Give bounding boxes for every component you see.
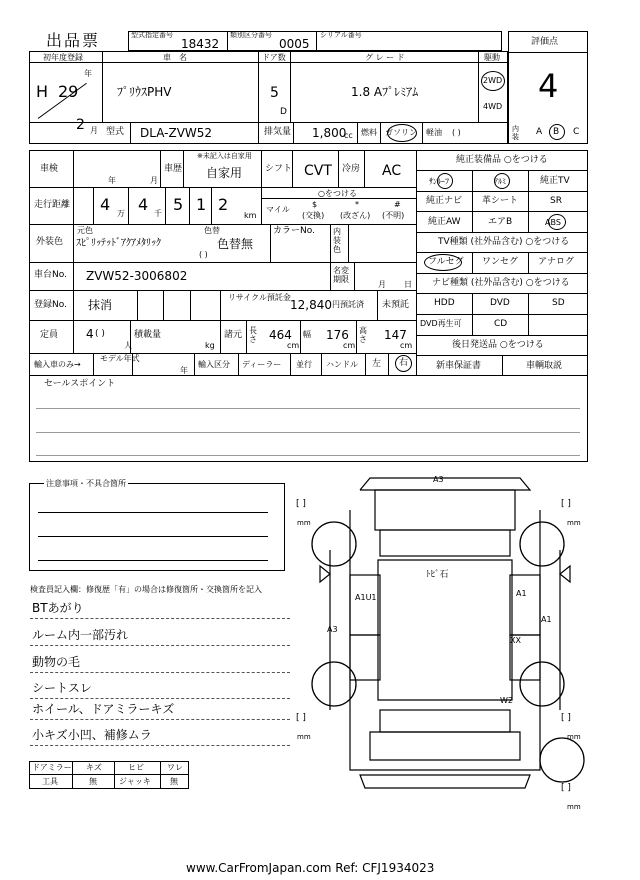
load-label: 積載量 — [134, 330, 162, 340]
equip-tv: 純正TV — [540, 176, 570, 186]
name-change-day: 日 — [404, 280, 412, 289]
footer-watermark: www.CarFromJapan.com Ref: CFJ1934023 — [186, 861, 435, 875]
category-label: 類別区分番号 — [230, 31, 272, 39]
mileage-digit-2: 4 — [138, 195, 149, 214]
name-change-month: 月 — [378, 280, 386, 289]
right-front-door — [510, 575, 540, 635]
repaint-label: 色替 — [204, 226, 220, 235]
mileage-option-mile: マイル — [266, 205, 290, 214]
import-type-dealer: ディーラー — [242, 360, 282, 369]
width-unit: cm — [343, 341, 356, 350]
caution-label: 注意事項・不具合箇所 — [46, 479, 126, 488]
diagram-label-a1-right: A1 — [516, 589, 527, 598]
mileage-digit-1: 4 — [100, 195, 111, 214]
docs-manual: 車輌取説 — [526, 361, 563, 371]
front-left-wheel — [312, 522, 356, 566]
shift-label: シフト — [265, 164, 293, 174]
inspection-month-unit: 月 — [150, 176, 158, 185]
caution-box — [29, 483, 285, 571]
dims-label: 諸元 — [224, 330, 243, 340]
tv-oneseg: ワンセグ — [482, 257, 519, 267]
score-label: 評価点 — [531, 37, 559, 47]
reg-month: 2 — [76, 117, 85, 133]
month-unit: 月 — [90, 126, 98, 135]
handle-right: 右 — [399, 358, 409, 368]
legend-scratch: キズ — [86, 763, 102, 772]
displacement: 1,800 — [312, 126, 347, 140]
mileage-option-tamper: (改ざん) — [340, 211, 371, 220]
height-label: 高さ — [359, 326, 367, 344]
legend-tools: 工具 — [42, 777, 58, 786]
first-reg-label: 初年度登録 — [43, 53, 83, 62]
tire-unit-fl: mm — [297, 519, 311, 527]
note-line-2: ルーム内一部汚れ — [32, 628, 129, 642]
color-label: 外装色 — [36, 237, 64, 247]
drive-label: 駆動 — [484, 53, 500, 62]
exterior-color: ｽﾋﾟﾘｯﾃｯﾄﾞｱｸｱﾒﾀﾘｯｸ — [76, 238, 161, 249]
model-code: DLA-ZVW52 — [140, 126, 213, 140]
recycle-unit: 円預託済 — [332, 300, 364, 309]
year-unit: 年 — [84, 69, 92, 78]
navi-type-label: ナビ種類 (社外品含む) ○をつける — [432, 278, 570, 288]
length-label: 長さ — [249, 326, 257, 344]
left-rear-door — [350, 635, 380, 680]
rear-right-wheel — [520, 662, 564, 706]
legend-jack-value: 無 — [170, 777, 178, 786]
inspection-year-unit: 年 — [108, 176, 116, 185]
original-color-label: 元色 — [77, 226, 93, 235]
displacement-label: 排気量 — [264, 127, 292, 137]
drive-2wd: 2WD — [483, 76, 503, 85]
note-line-3: 動物の毛 — [32, 655, 81, 669]
import-label: 輸入車のみ→ — [34, 360, 81, 369]
length-value: 464 — [269, 328, 292, 342]
navi-hdd: HDD — [434, 298, 455, 308]
mileage-option-unknown-symbol: # — [394, 200, 401, 209]
type-label: 型式 — [106, 127, 125, 137]
navi-sd: SD — [552, 298, 565, 308]
std-equip-label: 純正装備品 ○をつける — [456, 155, 548, 165]
name-change-label: 名変期限 — [333, 266, 349, 284]
model-year-unit: 年 — [180, 366, 188, 375]
equip-sr: SR — [550, 196, 562, 206]
door-type: D — [280, 107, 287, 117]
repaint-paren: ( ) — [199, 250, 208, 259]
light-oil-paren: ( ) — [452, 128, 461, 137]
tire-bracket-rr: [ ] — [561, 713, 571, 723]
mileage-circle-note: ○をつける — [318, 189, 357, 198]
interior-grade-b: B — [553, 127, 560, 137]
car-name: ﾌﾟﾘｳｽPHV — [117, 85, 172, 99]
mileage-option-exchange: (交換) — [302, 211, 325, 220]
capacity-unit: 人 — [124, 341, 132, 350]
tire-bracket-spare: [ ] — [561, 783, 571, 793]
repaint-value: 色替無 — [217, 237, 254, 251]
docs-label: 後日発送品 ○をつける — [452, 340, 544, 350]
usage-label: 車歴 — [164, 164, 183, 174]
load-unit: kg — [205, 341, 215, 350]
navi-dvd: DVD — [490, 298, 510, 308]
legend-jack: ジャッキ — [119, 777, 151, 786]
docs-warranty: 新車保証書 — [436, 361, 482, 371]
serial-label: シリアル番号 — [320, 31, 362, 39]
interior-color-label: 内装色 — [333, 227, 341, 254]
capacity-value: 4 — [86, 327, 94, 341]
tire-unit-spare: mm — [567, 803, 581, 811]
displacement-unit: cc — [344, 131, 353, 140]
doors: 5 — [270, 85, 279, 101]
recycle-unpaid: 未預託 — [382, 300, 410, 310]
equip-sunroof: ｻﾝﾙｰﾌ — [429, 177, 449, 186]
equip-navi: 純正ナビ — [426, 196, 463, 206]
mileage-digit-4: 1 — [196, 195, 207, 214]
tire-bracket-rl: [ ] — [296, 713, 306, 723]
height-unit: cm — [400, 341, 413, 350]
note-line-6: 小キズ小凹、補修ムラ — [32, 728, 152, 742]
shift-value: CVT — [304, 163, 332, 179]
diagram-label-a1-door: A1 — [541, 615, 552, 624]
roof-outline — [378, 560, 512, 700]
import-type-label: 輸入区分 — [198, 360, 230, 369]
equip-aw: 純正AW — [428, 217, 461, 227]
recycle-label-1: リサイクル預託金 — [228, 293, 291, 302]
width-label: 幅 — [303, 330, 311, 339]
rear-bumper — [360, 775, 530, 788]
left-front-door — [350, 575, 380, 635]
inspector-label: 検査員記入欄：修復歴「有」の場合は修復箇所・交換箇所を記入 — [30, 585, 262, 594]
spare-wheel — [540, 738, 584, 782]
chassis-label: 車台No. — [34, 270, 67, 280]
chassis-value: ZVW52-3006802 — [86, 269, 188, 283]
mileage-digit-3: 5 — [173, 195, 184, 214]
diagram-label-stone: ﾄﾋﾞ石 — [426, 570, 449, 580]
damage-diagram — [290, 470, 600, 810]
handle-left: 左 — [372, 359, 382, 369]
navi-cd: CD — [494, 319, 508, 329]
legend-mirror: ドアミラー — [32, 763, 72, 772]
registration-value: 抹消 — [88, 298, 113, 312]
light-oil-label: 軽油 — [426, 128, 442, 137]
tire-unit-rr: mm — [567, 733, 581, 741]
model-designation-value: 18432 — [181, 37, 220, 51]
equip-alloy: ｱﾙﾐ — [494, 177, 506, 186]
ac-label: 冷房 — [342, 164, 361, 174]
ac-value: AC — [382, 163, 402, 179]
color-no-label: カラーNo. — [273, 226, 315, 236]
length-unit: cm — [287, 341, 300, 350]
note-line-5: ホイール、ドアミラーキズ — [32, 702, 175, 716]
trunk — [370, 732, 520, 760]
era: H — [36, 82, 49, 101]
front-bumper — [360, 475, 530, 490]
usage-note: ※未記入は自家用 — [197, 152, 252, 160]
import-type-parallel: 並行 — [296, 360, 312, 369]
diagram-label-a3-top: A3 — [433, 475, 444, 484]
equip-abs: ABS — [545, 218, 561, 227]
mileage-option-tamper-symbol: * — [355, 200, 359, 209]
width-value: 176 — [326, 328, 349, 342]
diagram-label-w2: W2 — [500, 696, 513, 705]
equip-airbag: エアB — [488, 217, 513, 227]
front-right-wheel — [520, 522, 564, 566]
mileage-option-unknown: (不明) — [382, 211, 405, 220]
tire-unit-fr: mm — [567, 519, 581, 527]
interior-grade-a: A — [536, 127, 543, 137]
interior-label: 内装 — [512, 125, 519, 141]
note-line-1: BTあがり — [32, 601, 84, 615]
diagram-label-a1u1: A1U1 — [355, 593, 377, 602]
diagram-label-xx: XX — [510, 636, 521, 645]
navi-dvd-play: DVD再生可 — [420, 319, 462, 328]
windshield — [380, 530, 510, 556]
rear-left-wheel — [312, 662, 356, 706]
usage-value: 自家用 — [206, 166, 243, 180]
model-designation-label: 型式指定番号 — [131, 31, 173, 39]
capacity-label: 定員 — [40, 330, 59, 340]
recycle-value: 12,840 — [290, 298, 332, 312]
interior-grade-c: C — [573, 127, 580, 137]
fuel-label: 燃料 — [361, 128, 377, 137]
model-year-label: モデル年式 — [100, 354, 140, 363]
category-value: 0005 — [279, 37, 310, 51]
mileage-digit-5: 2 — [218, 195, 229, 214]
diagram-label-a3-left: A3 — [327, 625, 338, 634]
score-value: 4 — [538, 67, 559, 105]
legend-break: ワレ — [167, 763, 183, 772]
height-value: 147 — [384, 328, 407, 342]
inspection-label: 車検 — [40, 164, 59, 174]
hood-outline — [375, 490, 515, 530]
tire-bracket-fl: [ ] — [296, 499, 306, 509]
form-title: 出品票 — [46, 31, 101, 50]
mileage-sen-unit: 千 — [154, 209, 162, 218]
tv-analog: アナログ — [538, 257, 575, 267]
capacity-paren: ( ) — [95, 329, 105, 339]
legend-crack: ヒビ — [128, 763, 144, 772]
mileage-label: 走行距離 — [34, 200, 71, 210]
registration-label: 登録No. — [34, 300, 67, 310]
grade: 1.8 Aﾌﾟﾚﾐｱﾑ — [351, 85, 419, 99]
mileage-option-exchange-symbol: $ — [312, 200, 318, 209]
note-line-4: シートスレ — [32, 681, 92, 695]
mileage-unit: km — [244, 211, 257, 220]
rear-window — [380, 710, 510, 732]
grade-label: グ レ ー ド — [365, 53, 405, 62]
drive-4wd: 4WD — [483, 102, 503, 111]
car-name-label: 車 名 — [163, 53, 187, 62]
legend-tools-value: 無 — [89, 777, 97, 786]
tire-bracket-fr: [ ] — [561, 499, 571, 509]
sales-point-label: セールスポイント — [44, 379, 116, 389]
tire-unit-rl: mm — [297, 733, 311, 741]
equip-leather: 革シート — [482, 196, 519, 206]
tv-fullseg: フルセグ — [428, 257, 464, 267]
reg-year: 29 — [58, 82, 79, 101]
mileage-man-unit: 万 — [117, 209, 125, 218]
doors-label: ドア数 — [262, 53, 286, 62]
tv-type-label: TV種類 (社外品含む) ○をつける — [438, 237, 570, 247]
handle-label: ハンドル — [326, 360, 358, 369]
fuel-value: ガソリン — [385, 128, 417, 137]
